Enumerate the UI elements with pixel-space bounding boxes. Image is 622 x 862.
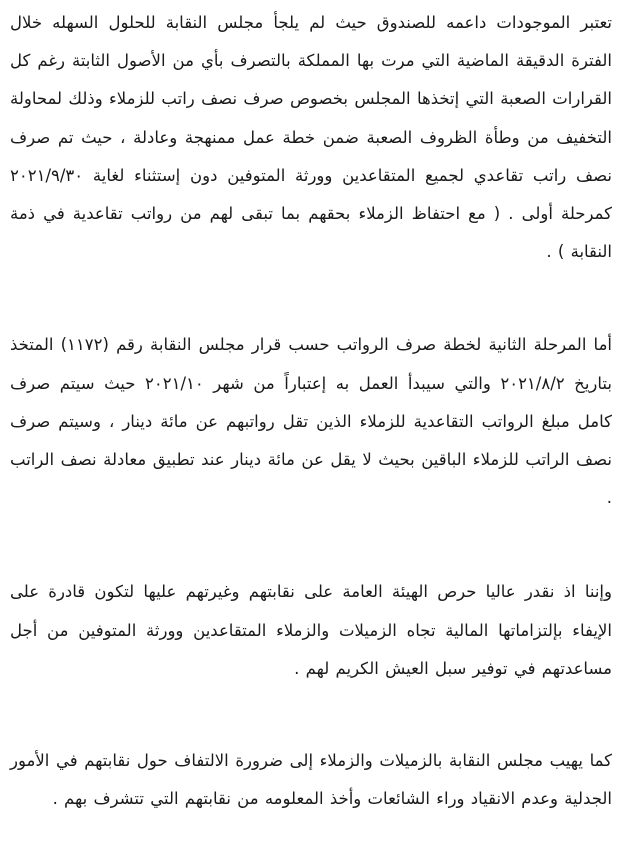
paragraph-council-appeal: كما يهيب مجلس النقابة بالزميلات والزملاء إلى ضرورة الالتفاف حول نقابتهم في الأمور الجدلية وعدم الانقياد وراء الشائعات وأخذ المعلومه من نقابتهم التي تتشرف بهم . <box>10 751 612 809</box>
paragraph-second-phase: أما المرحلة الثانية لخطة صرف الرواتب حسب قرار مجلس النقابة رقم (١١٧٢) المتخذ بتاريخ ٢٠٢١/٨/٢ والتي سيبدأ العمل به إعتباراً من شهر ٢٠٢١/١٠ حيث سيتم صرف كامل مبلغ الرواتب التقاعدية للزملاء الذين تقل رواتبهم عن مائة دينار ، وسيتم صرف نصف الراتب للزملاء الباقين بحيث لا يقل عن مائة دينار عند تطبيق معادلة نصف الراتب . <box>10 335 612 508</box>
paragraph-general-assembly: وإننا اذ نقدر عاليا حرص الهيئة العامة على نقابتهم وغيرتهم عليها لتكون قادرة على الإيفاء بإلتزاماتها المالية تجاه الزميلات والزملاء المتقاعدين وورثة المتوفين من أجل مساعدتهم في توفير سبل العيش الكريم لهم . <box>10 582 612 678</box>
paragraph-assets-support: تعتبر الموجودات داعمه للصندوق حيث لم يلجأ مجلس النقابة للحلول السهله خلال الفترة الدقيقة الماضية التي مرت بها المملكة بالتصرف بأي من الأصول الثابتة رغم كل القرارات الصعبة التي إتخذها المجلس بخصوص صرف نصف راتب للزملاء وذلك لمحاولة التخفيف من وطأة الظروف الصعبة ضمن خطة عمل ممنهجة وعادلة ، حيث تم صرف نصف راتب تقاعدي لجميع المتقاعدين وورثة المتوفين دون إستثناء لغاية ٢٠٢١/٩/٣٠ كمرحلة أولى . ( مع احتفاظ الزملاء بحقهم بما تبقى لهم من رواتب تقاعدية في ذمة النقابة ) . <box>10 13 612 262</box>
